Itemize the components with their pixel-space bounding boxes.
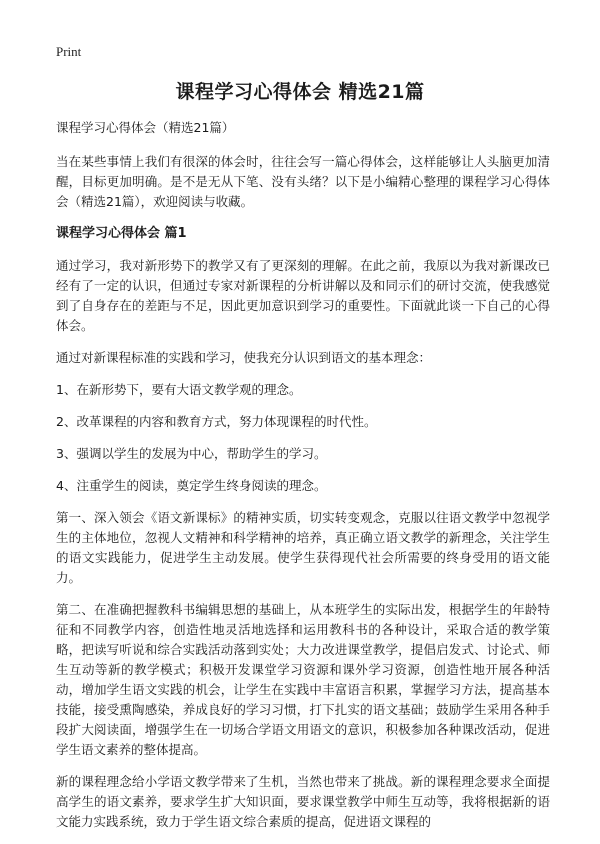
paragraph: 通过对新课程标准的实践和学习，使我充分认识到语文的基本理念：	[56, 350, 432, 365]
intro-paragraph: 当在某些事情上我们有很深的体会时，往往会写一篇心得体会，这样能够让人头脑更加清醒，目标更加明确。是不是无从下笔、没有头绪？以下是小编精心整理的课程学习心得体会（精选21篇），欢迎阅读与收藏。	[56, 154, 550, 209]
print-link[interactable]: Print	[56, 44, 82, 59]
article-subtitle: 课程学习心得体会（精选21篇）	[56, 120, 235, 135]
paragraph: 新的课程理念给小学语文教学带来了生机，当然也带来了挑战。新的课程理念要求全面提高学生的语文素养，要求学生扩大知识面，要求课堂教学中师生互动等，我将根据新的语文能力实践系统，致力于学生语文综合素质的提高，促进语文课程的	[56, 774, 550, 829]
list-item: 1、在新形势下，要有大语文教学观的理念。	[56, 382, 302, 397]
page-title: 课程学习心得体会 精选21篇	[175, 81, 425, 103]
article-body	[56, 118, 550, 844]
paragraph: 通过学习，我对新形势下的教学又有了更深刻的理解。在此之前，我原以为我对新课改已经有了一定的认识，但通过专家对新课程的分析讲解以及和同示们的研讨交流，使我感觉到了自身存在的差距与不足，因此更加意识到学习的重要性。下面就此谈一下自己的心得体会。	[56, 258, 550, 333]
paragraph: 第二、在准确把握教科书编辑思想的基础上，从本班学生的实际出发，根据学生的年龄特征和不同教学内容，创造性地灵活地选择和运用教科书的各种设计，采取合适的教学策略，把读写听说和综合实践活动落到实处；大力改进课堂教学，提倡启发式、讨论式、师生互动等新的教学模式；积极开发课堂学习资源和课外学习资源，创造性地开展各种活动，增加学生语文实践的机会，让学生在实践中丰富语言积累，掌握学习方法，提高基本技能，接受熏陶感染，养成良好的学习习惯，打下扎实的语文基础；鼓励学生采用各种手段扩大阅读面，增强学生在一切场合学语文用语文的意识，积极参加各种课改活动，促进学生语文素养的整体提高。	[56, 602, 550, 757]
section-heading: 课程学习心得体会 篇1	[56, 226, 187, 241]
list-item: 3、强调以学生的发展为中心，帮助学生的学习。	[56, 446, 327, 461]
paragraph: 第一、深入领会《语文新课标》的精神实质，切实转变观念，克服以往语文教学中忽视学生的主体地位，忽视人文精神和科学精神的培养，真正确立语文教学的新理念，关注学生的语文实践能力，促进学生主动发展。使学生获得现代社会所需要的终身受用的语文能力。	[56, 510, 550, 585]
list-item: 2、改革课程的内容和教育方式，努力体现课程的时代性。	[56, 414, 377, 429]
list-item: 4、注重学生的阅读，奠定学生终身阅读的理念。	[56, 478, 327, 493]
